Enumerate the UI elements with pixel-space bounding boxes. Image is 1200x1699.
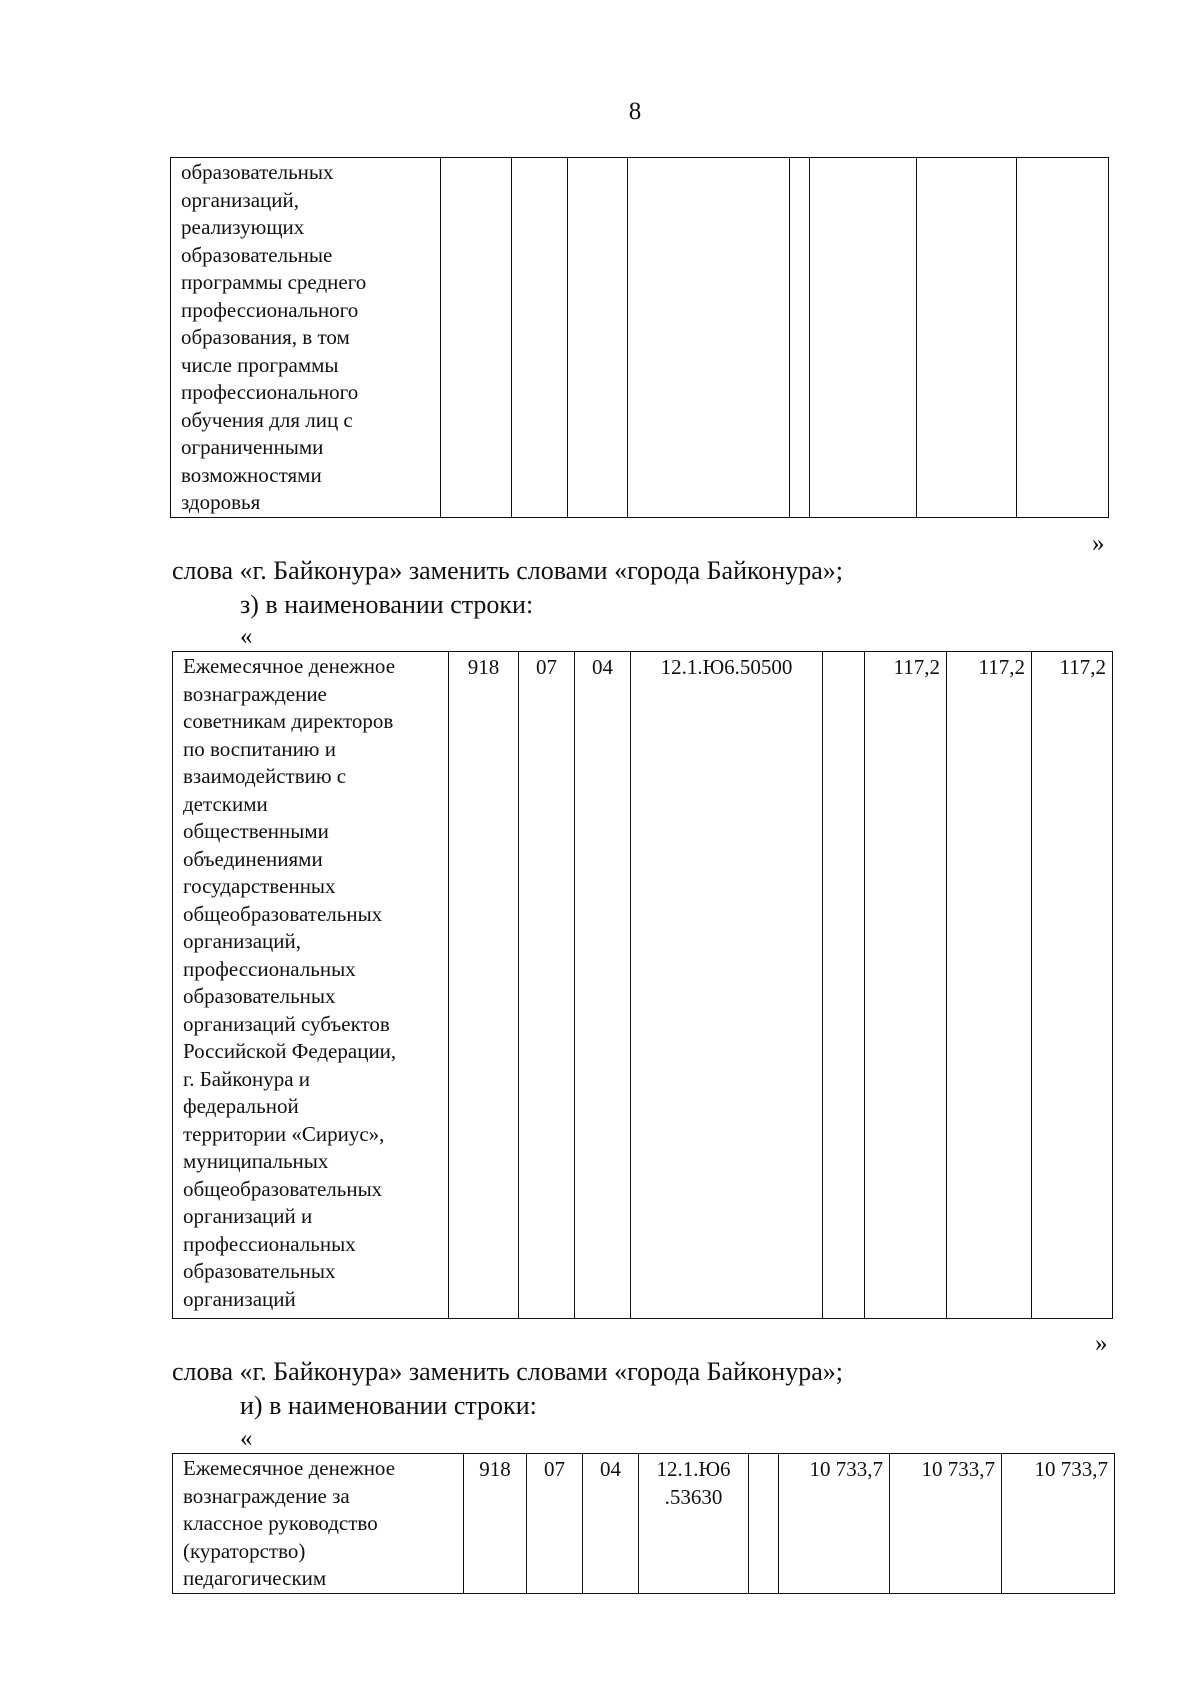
name-line: федеральной [183,1094,299,1118]
name-line: образовательных [183,984,336,1008]
item-heading: з) в наименовании строки: [240,590,534,619]
table-fragment-3 [172,1453,1115,1594]
paragraph-replace-words: слова «г. Байконура» заменить словами «города Байконура»; [172,1357,843,1386]
expense-type-cell [823,652,865,1319]
name-line: муниципальных [183,1149,329,1173]
name-line: вознаграждение [183,681,327,706]
subsection-code-cell: 04 [575,652,631,1319]
page-number: 8 [628,98,642,125]
name-line: общественными [183,819,329,843]
table-fragment-2 [172,651,1113,1319]
name-line: образовательные [181,242,333,267]
empty-cell [790,158,810,518]
target-item-line: 12.1.Ю6 [656,1457,731,1481]
expense-type-cell [749,1454,779,1594]
empty-cell [441,158,512,518]
amount-cell-3: 117,2 [1032,652,1113,1319]
name-line: детскими [183,791,268,816]
name-line: ограниченными [181,435,324,459]
ministry-code-cell: 918 [464,1454,527,1594]
item-heading: и) в наименовании строки: [240,1391,537,1420]
name-line: общеобразовательных [183,901,383,926]
paragraph-replace-words: слова «г. Байконура» заменить словами «города Байконура»; [172,556,843,585]
name-line: профессиональных [183,1231,356,1256]
name-line: общеобразовательных [183,1176,383,1201]
opening-quote: « [240,623,253,650]
name-line: советникам директоров [183,709,394,733]
name-line: обучения для лиц с [181,407,353,432]
row-name-cell [173,1454,464,1594]
name-line: территории «Сириус», [183,1121,385,1146]
name-line: Ежемесячное денежное [183,654,396,678]
name-line: объединениями [183,846,323,871]
name-line: вознаграждение за [183,1483,350,1508]
amount-cell-2: 117,2 [947,652,1032,1319]
ministry-code-cell: 918 [449,652,519,1319]
target-item-line: .53630 [664,1484,723,1509]
table-row [173,1454,1115,1594]
name-line: организаций и [183,1204,313,1228]
name-line: профессионального [181,297,359,322]
amount-cell-3: 10 733,7 [1002,1454,1115,1594]
name-line: (кураторство) [183,1538,306,1563]
name-line: профессиональных [183,956,356,981]
empty-cell [568,158,628,518]
name-line: реализующих [181,215,305,239]
name-line: числе программы [181,352,339,377]
name-line: организаций субъектов [183,1011,390,1036]
name-line: г. Байконура и [183,1066,311,1091]
amount-cell-1: 10 733,7 [779,1454,890,1594]
closing-quote: » [1092,530,1105,557]
row-name-cell [173,652,449,1319]
section-code-cell: 07 [519,652,575,1319]
name-line: по воспитанию и [183,736,336,761]
name-line: государственных [183,874,336,898]
name-line: профессионального [181,380,359,404]
name-line: взаимодействию с [183,764,347,788]
empty-cell [1017,158,1109,518]
empty-cell [628,158,790,518]
subsection-code-cell: 04 [583,1454,639,1594]
section-code-cell: 07 [527,1454,583,1594]
target-item-cell [639,1454,749,1594]
name-line: возможностями [181,462,322,487]
table-fragment-1 [170,157,1109,518]
name-line: организаций [183,1286,296,1311]
name-line: Российской Федерации, [183,1039,397,1063]
name-line: организаций, [183,929,301,953]
empty-cell [512,158,568,518]
name-line: образования, в том [181,325,350,349]
amount-cell-2: 10 733,7 [890,1454,1002,1594]
target-item-cell: 12.1.Ю6.50500 [631,652,823,1319]
name-line: здоровья [181,490,261,514]
row-name-cell [171,158,441,518]
empty-cell [810,158,917,518]
opening-quote: « [240,1425,253,1452]
name-line: образовательных [181,160,334,184]
closing-quote: » [1095,1330,1108,1357]
name-line: педагогическим [183,1566,327,1590]
table-row [171,158,1109,518]
name-line: Ежемесячное денежное [183,1456,396,1480]
name-line: программы среднего [181,270,367,294]
name-line: организаций, [181,187,299,212]
table-row [173,652,1113,1319]
amount-cell-1: 117,2 [865,652,947,1319]
empty-cell [917,158,1017,518]
name-line: образовательных [183,1259,336,1283]
name-line: классное руководство [183,1511,378,1535]
